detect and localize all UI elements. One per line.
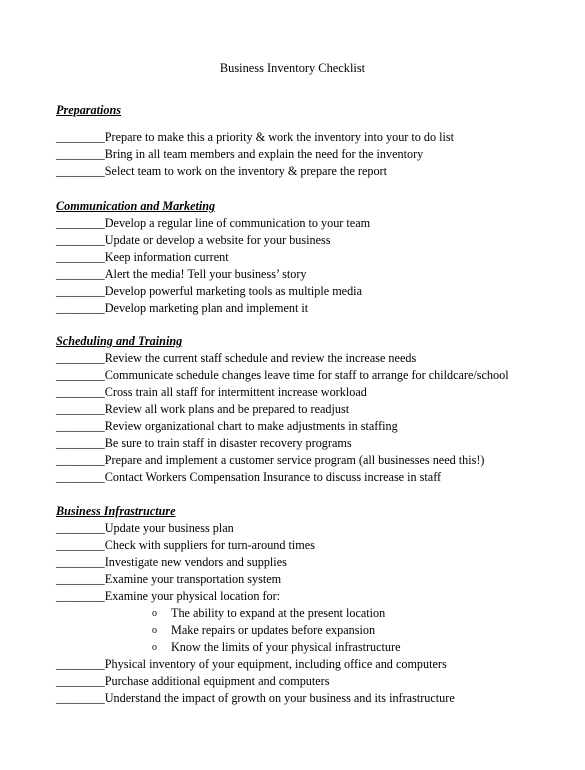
checklist-item [56, 673, 576, 690]
checkbox-blank-line[interactable]: ________ [56, 284, 105, 298]
circle-bullet-icon: o [152, 625, 157, 636]
checkbox-blank-line[interactable]: ________ [56, 147, 105, 161]
checkbox-blank-line[interactable]: ________ [56, 674, 105, 688]
checklist-item-text: Review the current staff schedule and review the increase needs [104, 351, 417, 365]
checklist-item [56, 300, 576, 317]
checklist-item [56, 367, 576, 384]
checklist-item [56, 435, 576, 452]
checklist-item-text: Prepare and implement a customer service program (all businesses need this!) [104, 453, 485, 467]
checklist-item-text: Examine your physical location for: [104, 589, 281, 603]
checklist-item-text: Develop powerful marketing tools as multiple media [104, 284, 362, 298]
checkbox-blank-line[interactable]: ________ [56, 301, 105, 315]
checklist-item [56, 350, 576, 367]
checklist-subitem [56, 605, 576, 622]
checklist-item [56, 129, 576, 146]
document-title: Business Inventory Checklist [219, 61, 366, 75]
checklist-item [56, 537, 576, 554]
checklist-item-text: Cross train all staff for intermittent increase workload [104, 385, 367, 399]
checkbox-blank-line[interactable]: ________ [56, 691, 105, 705]
checklist-item [56, 266, 576, 283]
checkbox-blank-line[interactable]: ________ [56, 216, 105, 230]
checklist-subitem [56, 639, 576, 656]
checklist-item [56, 469, 576, 486]
circle-bullet-icon: o [152, 608, 157, 619]
checklist-item [56, 401, 576, 418]
checkbox-blank-line[interactable]: ________ [56, 555, 105, 569]
section-heading: Communication and Marketing [56, 199, 216, 213]
checklist-item [56, 554, 576, 571]
checklist-item-text: Develop a regular line of communication to your team [104, 216, 371, 230]
checkbox-blank-line[interactable]: ________ [56, 164, 105, 178]
checkbox-blank-line[interactable]: ________ [56, 521, 105, 535]
checklist-item [56, 163, 576, 180]
section-preparations [56, 102, 576, 180]
checklist-item-text: Alert the media! Tell your business’ story [104, 267, 307, 281]
checkbox-blank-line[interactable]: ________ [56, 130, 105, 144]
section-communication-marketing [56, 198, 576, 317]
checkbox-blank-line[interactable]: ________ [56, 453, 105, 467]
checklist-item [56, 418, 576, 435]
checkbox-blank-line[interactable]: ________ [56, 538, 105, 552]
checkbox-blank-line[interactable]: ________ [56, 250, 105, 264]
checklist-item [56, 215, 576, 232]
checkbox-blank-line[interactable]: ________ [56, 436, 105, 450]
checklist-item [56, 146, 576, 163]
checklist-item [56, 452, 576, 469]
checklist-item [56, 520, 576, 537]
checklist-item-text: Physical inventory of your equipment, including office and computers [104, 657, 447, 671]
checkbox-blank-line[interactable]: ________ [56, 385, 105, 399]
checklist-subitem-text: Make repairs or updates before expansion [171, 623, 376, 637]
checkbox-blank-line[interactable]: ________ [56, 419, 105, 433]
checkbox-blank-line[interactable]: ________ [56, 657, 105, 671]
checklist-item-text: Review organizational chart to make adjustments in staffing [104, 419, 398, 433]
checklist-item [56, 249, 576, 266]
checklist-item-text: Review all work plans and be prepared to readjust [104, 402, 350, 416]
checklist-item [56, 656, 576, 673]
section-scheduling-training [56, 333, 576, 486]
checklist-item [56, 384, 576, 401]
checklist-item-text: Communicate schedule changes leave time for staff to arrange for childcare/school [104, 368, 509, 382]
checklist-item [56, 588, 576, 605]
checklist-item [56, 571, 576, 588]
section-heading: Scheduling and Training [56, 334, 183, 348]
checkbox-blank-line[interactable]: ________ [56, 402, 105, 416]
checkbox-blank-line[interactable]: ________ [56, 267, 105, 281]
circle-bullet-icon: o [152, 642, 157, 653]
checklist-item [56, 232, 576, 249]
checklist-item [56, 690, 576, 707]
checklist-item-text: Keep information current [104, 250, 229, 264]
section-heading: Business Infrastructure [56, 504, 176, 518]
checklist-item [56, 283, 576, 300]
checklist-item-text: Update or develop a website for your business [104, 233, 331, 247]
checkbox-blank-line[interactable]: ________ [56, 572, 105, 586]
checklist-item-text: Understand the impact of growth on your business and its infrastructure [104, 691, 455, 705]
checklist-item-text: Contact Workers Compensation Insurance to discuss increase in staff [104, 470, 442, 484]
checkbox-blank-line[interactable]: ________ [56, 233, 105, 247]
checklist-subitem [56, 622, 576, 639]
checklist-item-text: Purchase additional equipment and computers [104, 674, 330, 688]
checklist-subitem-text: The ability to expand at the present location [171, 606, 386, 620]
checklist-item-text: Bring in all team members and explain the need for the inventory [104, 147, 424, 161]
checklist-item-text: Select team to work on the inventory & prepare the report [104, 164, 387, 178]
checklist-item-text: Prepare to make this a priority & work the inventory into your to do list [104, 130, 455, 144]
checkbox-blank-line[interactable]: ________ [56, 368, 105, 382]
checkbox-blank-line[interactable]: ________ [56, 351, 105, 365]
checklist-item-text: Examine your transportation system [104, 572, 282, 586]
checklist-item-text: Develop marketing plan and implement it [104, 301, 309, 315]
checklist-item-text: Check with suppliers for turn-around times [104, 538, 315, 552]
section-business-infrastructure [56, 503, 576, 707]
checklist-subitem-text: Know the limits of your physical infrastructure [171, 640, 401, 654]
checklist-item-text: Investigate new vendors and supplies [104, 555, 287, 569]
checkbox-blank-line[interactable]: ________ [56, 470, 105, 484]
checkbox-blank-line[interactable]: ________ [56, 589, 105, 603]
section-heading: Preparations [56, 103, 122, 117]
checklist-item-text: Update your business plan [104, 521, 234, 535]
checklist-item-text: Be sure to train staff in disaster recovery programs [104, 436, 352, 450]
